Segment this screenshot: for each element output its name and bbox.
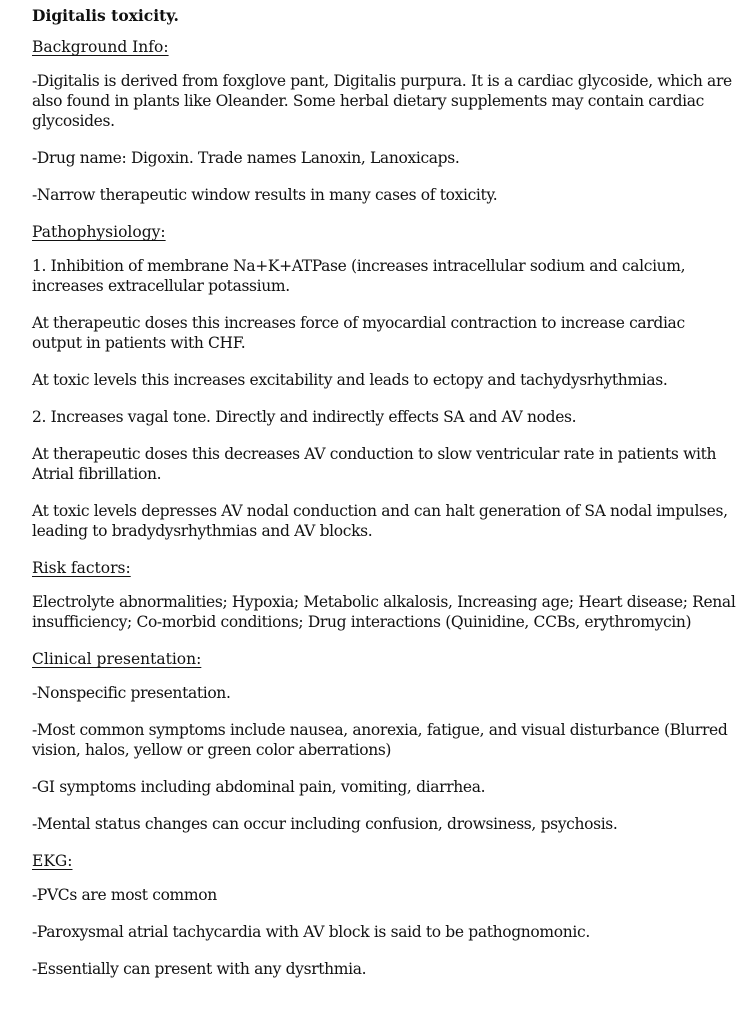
document-page — [32, 6, 737, 996]
paragraph: At toxic levels this increases excitability and leads to ectopy and tachydysrhythmias. — [32, 371, 668, 389]
paragraph: -Nonspecific presentation. — [32, 684, 231, 702]
paragraph: -Drug name: Digoxin. Trade names Lanoxin, Lanoxicaps. — [32, 149, 460, 167]
paragraph: At toxic levels depresses AV nodal conduction and can halt generation of SA nodal impulses, leading to bradydysrhythmias and AV blocks. — [32, 502, 728, 540]
paragraph: At therapeutic doses this decreases AV conduction to slow ventricular rate in patients with Atrial fibrillation. — [32, 445, 717, 483]
paragraph: -Narrow therapeutic window results in many cases of toxicity. — [32, 186, 498, 204]
paragraph: 2. Increases vagal tone. Directly and indirectly effects SA and AV nodes. — [32, 408, 577, 426]
section-heading-pathophysiology: Pathophysiology: — [32, 223, 166, 241]
document-title: Digitalis toxicity. — [32, 6, 179, 25]
paragraph: -Digitalis is derived from foxglove pant, Digitalis purpura. It is a cardiac glycoside, which are also found in plants like Oleander. Some herbal dietary supplements may contain cardiac glycosides. — [32, 72, 732, 130]
paragraph: -PVCs are most common — [32, 886, 217, 904]
section-heading-ekg: EKG: — [32, 852, 73, 870]
paragraph: Electrolyte abnormalities; Hypoxia; Metabolic alkalosis, Increasing age; Heart disease; Renal insufficiency; Co-morbid conditions; Drug interactions (Quinidine, CCBs, erythromycin) — [32, 593, 736, 631]
section-heading-risk-factors: Risk factors: — [32, 559, 131, 577]
section-heading-clinical-presentation: Clinical presentation: — [32, 650, 202, 668]
paragraph: 1. Inhibition of membrane Na+K+ATPase (increases intracellular sodium and calcium, increases extracellular potassium. — [32, 257, 686, 295]
paragraph: -GI symptoms including abdominal pain, vomiting, diarrhea. — [32, 778, 486, 796]
paragraph: -Paroxysmal atrial tachycardia with AV block is said to be pathognomonic. — [32, 923, 590, 941]
paragraph: -Essentially can present with any dysrthmia. — [32, 960, 367, 978]
paragraph: -Most common symptoms include nausea, anorexia, fatigue, and visual disturbance (Blurred vision, halos, yellow or green color aberrations) — [32, 721, 728, 759]
section-heading-background: Background Info: — [32, 38, 169, 56]
paragraph: -Mental status changes can occur including confusion, drowsiness, psychosis. — [32, 815, 618, 833]
paragraph: At therapeutic doses this increases force of myocardial contraction to increase cardiac output in patients with CHF. — [32, 314, 685, 352]
